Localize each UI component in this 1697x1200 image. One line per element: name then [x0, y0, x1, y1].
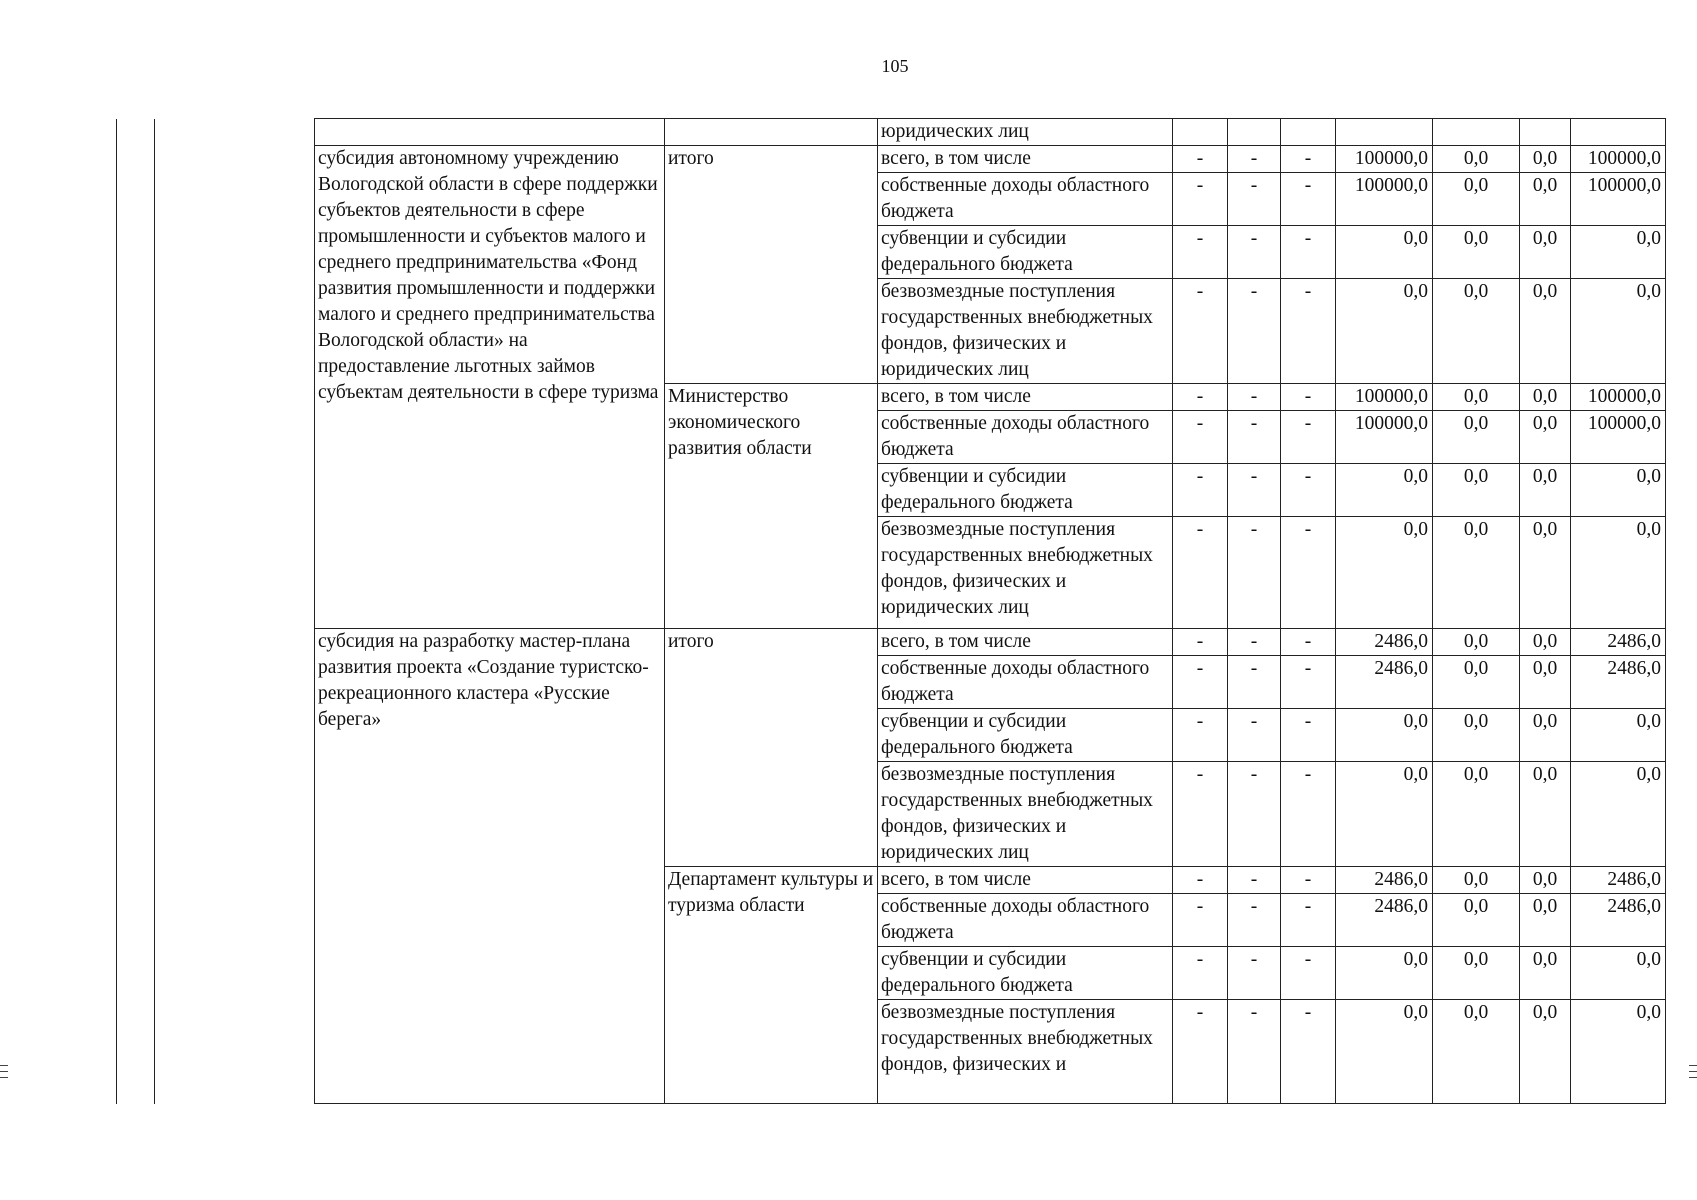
empty-year-value: - [1173, 464, 1228, 517]
amount-value: 0,0 [1336, 517, 1433, 629]
empty-year-value: - [1173, 411, 1228, 464]
empty-year-value: - [1281, 1000, 1336, 1104]
total-value: 2486,0 [1571, 867, 1666, 894]
amount-value: 0,0 [1433, 1000, 1520, 1104]
row-number-cell [117, 146, 155, 629]
empty-year-value: - [1173, 146, 1228, 173]
amount-value: 2486,0 [1336, 656, 1433, 709]
measure-description: субсидия на разработку мастер-плана развития проекта «Создание туристско-рекреационного кластера «Русские берега» [315, 629, 665, 1104]
empty-year-value: - [1281, 762, 1336, 867]
empty-year-value: - [1173, 762, 1228, 867]
empty-year-value: - [1228, 173, 1281, 226]
total-value: 0,0 [1571, 464, 1666, 517]
amount-value: 2486,0 [1336, 629, 1433, 656]
measure-description: субсидия автономному учреждению Вологодской области в сфере поддержки субъектов деятельности в сфере промышленности и субъектов малого и среднего предпринимательства «Фонд развития промышленности и поддержки малого и среднего предпринимательства Вологодской области» на предоставление льготных займов субъектам деятельности в сфере туризма [315, 146, 665, 629]
total-value: 100000,0 [1571, 411, 1666, 464]
empty-year-value: - [1228, 656, 1281, 709]
total-value: 0,0 [1571, 226, 1666, 279]
amount-value: 0,0 [1336, 464, 1433, 517]
amount-value: 0,0 [1520, 226, 1571, 279]
row-number-cell [117, 119, 155, 146]
program-cell [155, 146, 315, 629]
empty-year-value: - [1173, 629, 1228, 656]
empty-year-value: - [1228, 1000, 1281, 1104]
description-cell [315, 119, 665, 146]
total-value: 100000,0 [1571, 146, 1666, 173]
empty-year-value: - [1281, 867, 1336, 894]
funding-source: безвозмездные поступления государственных внебюджетных фондов, физических и юридических лиц [878, 517, 1173, 629]
amount-value: 0,0 [1520, 762, 1571, 867]
total-value: 100000,0 [1571, 173, 1666, 226]
amount-value: 2486,0 [1336, 894, 1433, 947]
table-row [117, 629, 1666, 656]
total-value: 2486,0 [1571, 656, 1666, 709]
value-cell [1228, 119, 1281, 146]
empty-year-value: - [1173, 173, 1228, 226]
total-value: 0,0 [1571, 762, 1666, 867]
empty-year-value: - [1173, 279, 1228, 384]
funding-source: безвозмездные поступления государственных внебюджетных фондов, физических и [878, 1000, 1173, 1104]
executor-name: итого [665, 629, 878, 867]
amount-value: 0,0 [1433, 629, 1520, 656]
funding-source: субвенции и субсидии федерального бюджета [878, 709, 1173, 762]
empty-year-value: - [1228, 894, 1281, 947]
amount-value: 0,0 [1520, 1000, 1571, 1104]
empty-year-value: - [1281, 629, 1336, 656]
total-value: 100000,0 [1571, 384, 1666, 411]
empty-year-value: - [1173, 894, 1228, 947]
amount-value: 0,0 [1520, 279, 1571, 384]
empty-year-value: - [1228, 517, 1281, 629]
amount-value: 0,0 [1520, 384, 1571, 411]
total-value: 0,0 [1571, 947, 1666, 1000]
empty-year-value: - [1281, 656, 1336, 709]
right-margin-marks [1689, 1060, 1697, 1084]
executor-name: итого [665, 146, 878, 384]
value-cell [1336, 119, 1433, 146]
amount-value: 0,0 [1433, 279, 1520, 384]
amount-value: 0,0 [1336, 279, 1433, 384]
empty-year-value: - [1281, 279, 1336, 384]
funding-source: всего, в том числе [878, 384, 1173, 411]
empty-year-value: - [1228, 629, 1281, 656]
funding-source: субвенции и субсидии федерального бюджета [878, 464, 1173, 517]
amount-value: 0,0 [1433, 947, 1520, 1000]
funding-source: собственные доходы областного бюджета [878, 411, 1173, 464]
funding-source: субвенции и субсидии федерального бюджета [878, 226, 1173, 279]
empty-year-value: - [1228, 709, 1281, 762]
empty-year-value: - [1228, 279, 1281, 384]
funding-source: собственные доходы областного бюджета [878, 894, 1173, 947]
amount-value: 100000,0 [1336, 384, 1433, 411]
empty-year-value: - [1281, 894, 1336, 947]
empty-year-value: - [1281, 146, 1336, 173]
empty-year-value: - [1281, 173, 1336, 226]
amount-value: 0,0 [1433, 226, 1520, 279]
amount-value: 0,0 [1433, 894, 1520, 947]
empty-year-value: - [1228, 411, 1281, 464]
amount-value: 0,0 [1433, 762, 1520, 867]
empty-year-value: - [1228, 226, 1281, 279]
total-value: 2486,0 [1571, 894, 1666, 947]
executor-name: Министерство экономического развития области [665, 384, 878, 629]
empty-year-value: - [1228, 146, 1281, 173]
amount-value: 0,0 [1433, 173, 1520, 226]
executor-cell [665, 119, 878, 146]
empty-year-value: - [1228, 947, 1281, 1000]
empty-year-value: - [1173, 867, 1228, 894]
table-row [117, 119, 1666, 146]
empty-year-value: - [1228, 867, 1281, 894]
page-number: 105 [881, 56, 909, 76]
table-row [117, 146, 1666, 173]
funding-source: всего, в том числе [878, 629, 1173, 656]
empty-year-value: - [1173, 384, 1228, 411]
amount-value: 0,0 [1520, 173, 1571, 226]
amount-value: 0,0 [1433, 517, 1520, 629]
amount-value: 0,0 [1433, 709, 1520, 762]
empty-year-value: - [1281, 384, 1336, 411]
funding-source: всего, в том числе [878, 146, 1173, 173]
amount-value: 0,0 [1433, 867, 1520, 894]
executor-name: Департамент культуры и туризма области [665, 867, 878, 1104]
amount-value: 0,0 [1520, 947, 1571, 1000]
amount-value: 0,0 [1520, 464, 1571, 517]
funding-source: собственные доходы областного бюджета [878, 173, 1173, 226]
value-cell [1571, 119, 1666, 146]
budget-table [116, 118, 1666, 1104]
amount-value: 0,0 [1336, 947, 1433, 1000]
value-cell [1520, 119, 1571, 146]
amount-value: 0,0 [1433, 411, 1520, 464]
funding-source: субвенции и субсидии федерального бюджета [878, 947, 1173, 1000]
left-margin-marks [0, 1060, 8, 1084]
empty-year-value: - [1173, 517, 1228, 629]
amount-value: 0,0 [1433, 384, 1520, 411]
empty-year-value: - [1173, 947, 1228, 1000]
funding-source: безвозмездные поступления государственных внебюджетных фондов, физических и юридических лиц [878, 762, 1173, 867]
amount-value: 0,0 [1520, 867, 1571, 894]
empty-year-value: - [1281, 464, 1336, 517]
value-cell [1433, 119, 1520, 146]
amount-value: 0,0 [1433, 656, 1520, 709]
amount-value: 0,0 [1336, 226, 1433, 279]
total-value: 0,0 [1571, 1000, 1666, 1104]
funding-source: безвозмездные поступления государственных внебюджетных фондов, физических и юридических лиц [878, 279, 1173, 384]
total-value: 0,0 [1571, 517, 1666, 629]
total-value: 0,0 [1571, 279, 1666, 384]
amount-value: 0,0 [1520, 146, 1571, 173]
empty-year-value: - [1173, 709, 1228, 762]
row-number-cell [117, 629, 155, 1104]
empty-year-value: - [1173, 226, 1228, 279]
empty-year-value: - [1281, 226, 1336, 279]
amount-value: 0,0 [1336, 762, 1433, 867]
empty-year-value: - [1228, 464, 1281, 517]
amount-value: 0,0 [1433, 464, 1520, 517]
amount-value: 100000,0 [1336, 411, 1433, 464]
amount-value: 0,0 [1336, 709, 1433, 762]
amount-value: 0,0 [1336, 1000, 1433, 1104]
empty-year-value: - [1228, 384, 1281, 411]
funding-source: всего, в том числе [878, 867, 1173, 894]
empty-year-value: - [1228, 762, 1281, 867]
amount-value: 2486,0 [1336, 867, 1433, 894]
program-cell [155, 119, 315, 146]
amount-value: 0,0 [1520, 629, 1571, 656]
amount-value: 0,0 [1520, 656, 1571, 709]
value-cell [1173, 119, 1228, 146]
amount-value: 0,0 [1520, 517, 1571, 629]
total-value: 0,0 [1571, 709, 1666, 762]
empty-year-value: - [1281, 947, 1336, 1000]
funding-source: собственные доходы областного бюджета [878, 656, 1173, 709]
empty-year-value: - [1281, 411, 1336, 464]
empty-year-value: - [1173, 656, 1228, 709]
amount-value: 0,0 [1433, 146, 1520, 173]
program-cell [155, 629, 315, 1104]
amount-value: 0,0 [1520, 709, 1571, 762]
amount-value: 0,0 [1520, 894, 1571, 947]
total-value: 2486,0 [1571, 629, 1666, 656]
value-cell [1281, 119, 1336, 146]
amount-value: 100000,0 [1336, 173, 1433, 226]
empty-year-value: - [1173, 1000, 1228, 1104]
amount-value: 0,0 [1520, 411, 1571, 464]
amount-value: 100000,0 [1336, 146, 1433, 173]
empty-year-value: - [1281, 517, 1336, 629]
empty-year-value: - [1281, 709, 1336, 762]
source-cell: юридических лиц [878, 119, 1173, 146]
